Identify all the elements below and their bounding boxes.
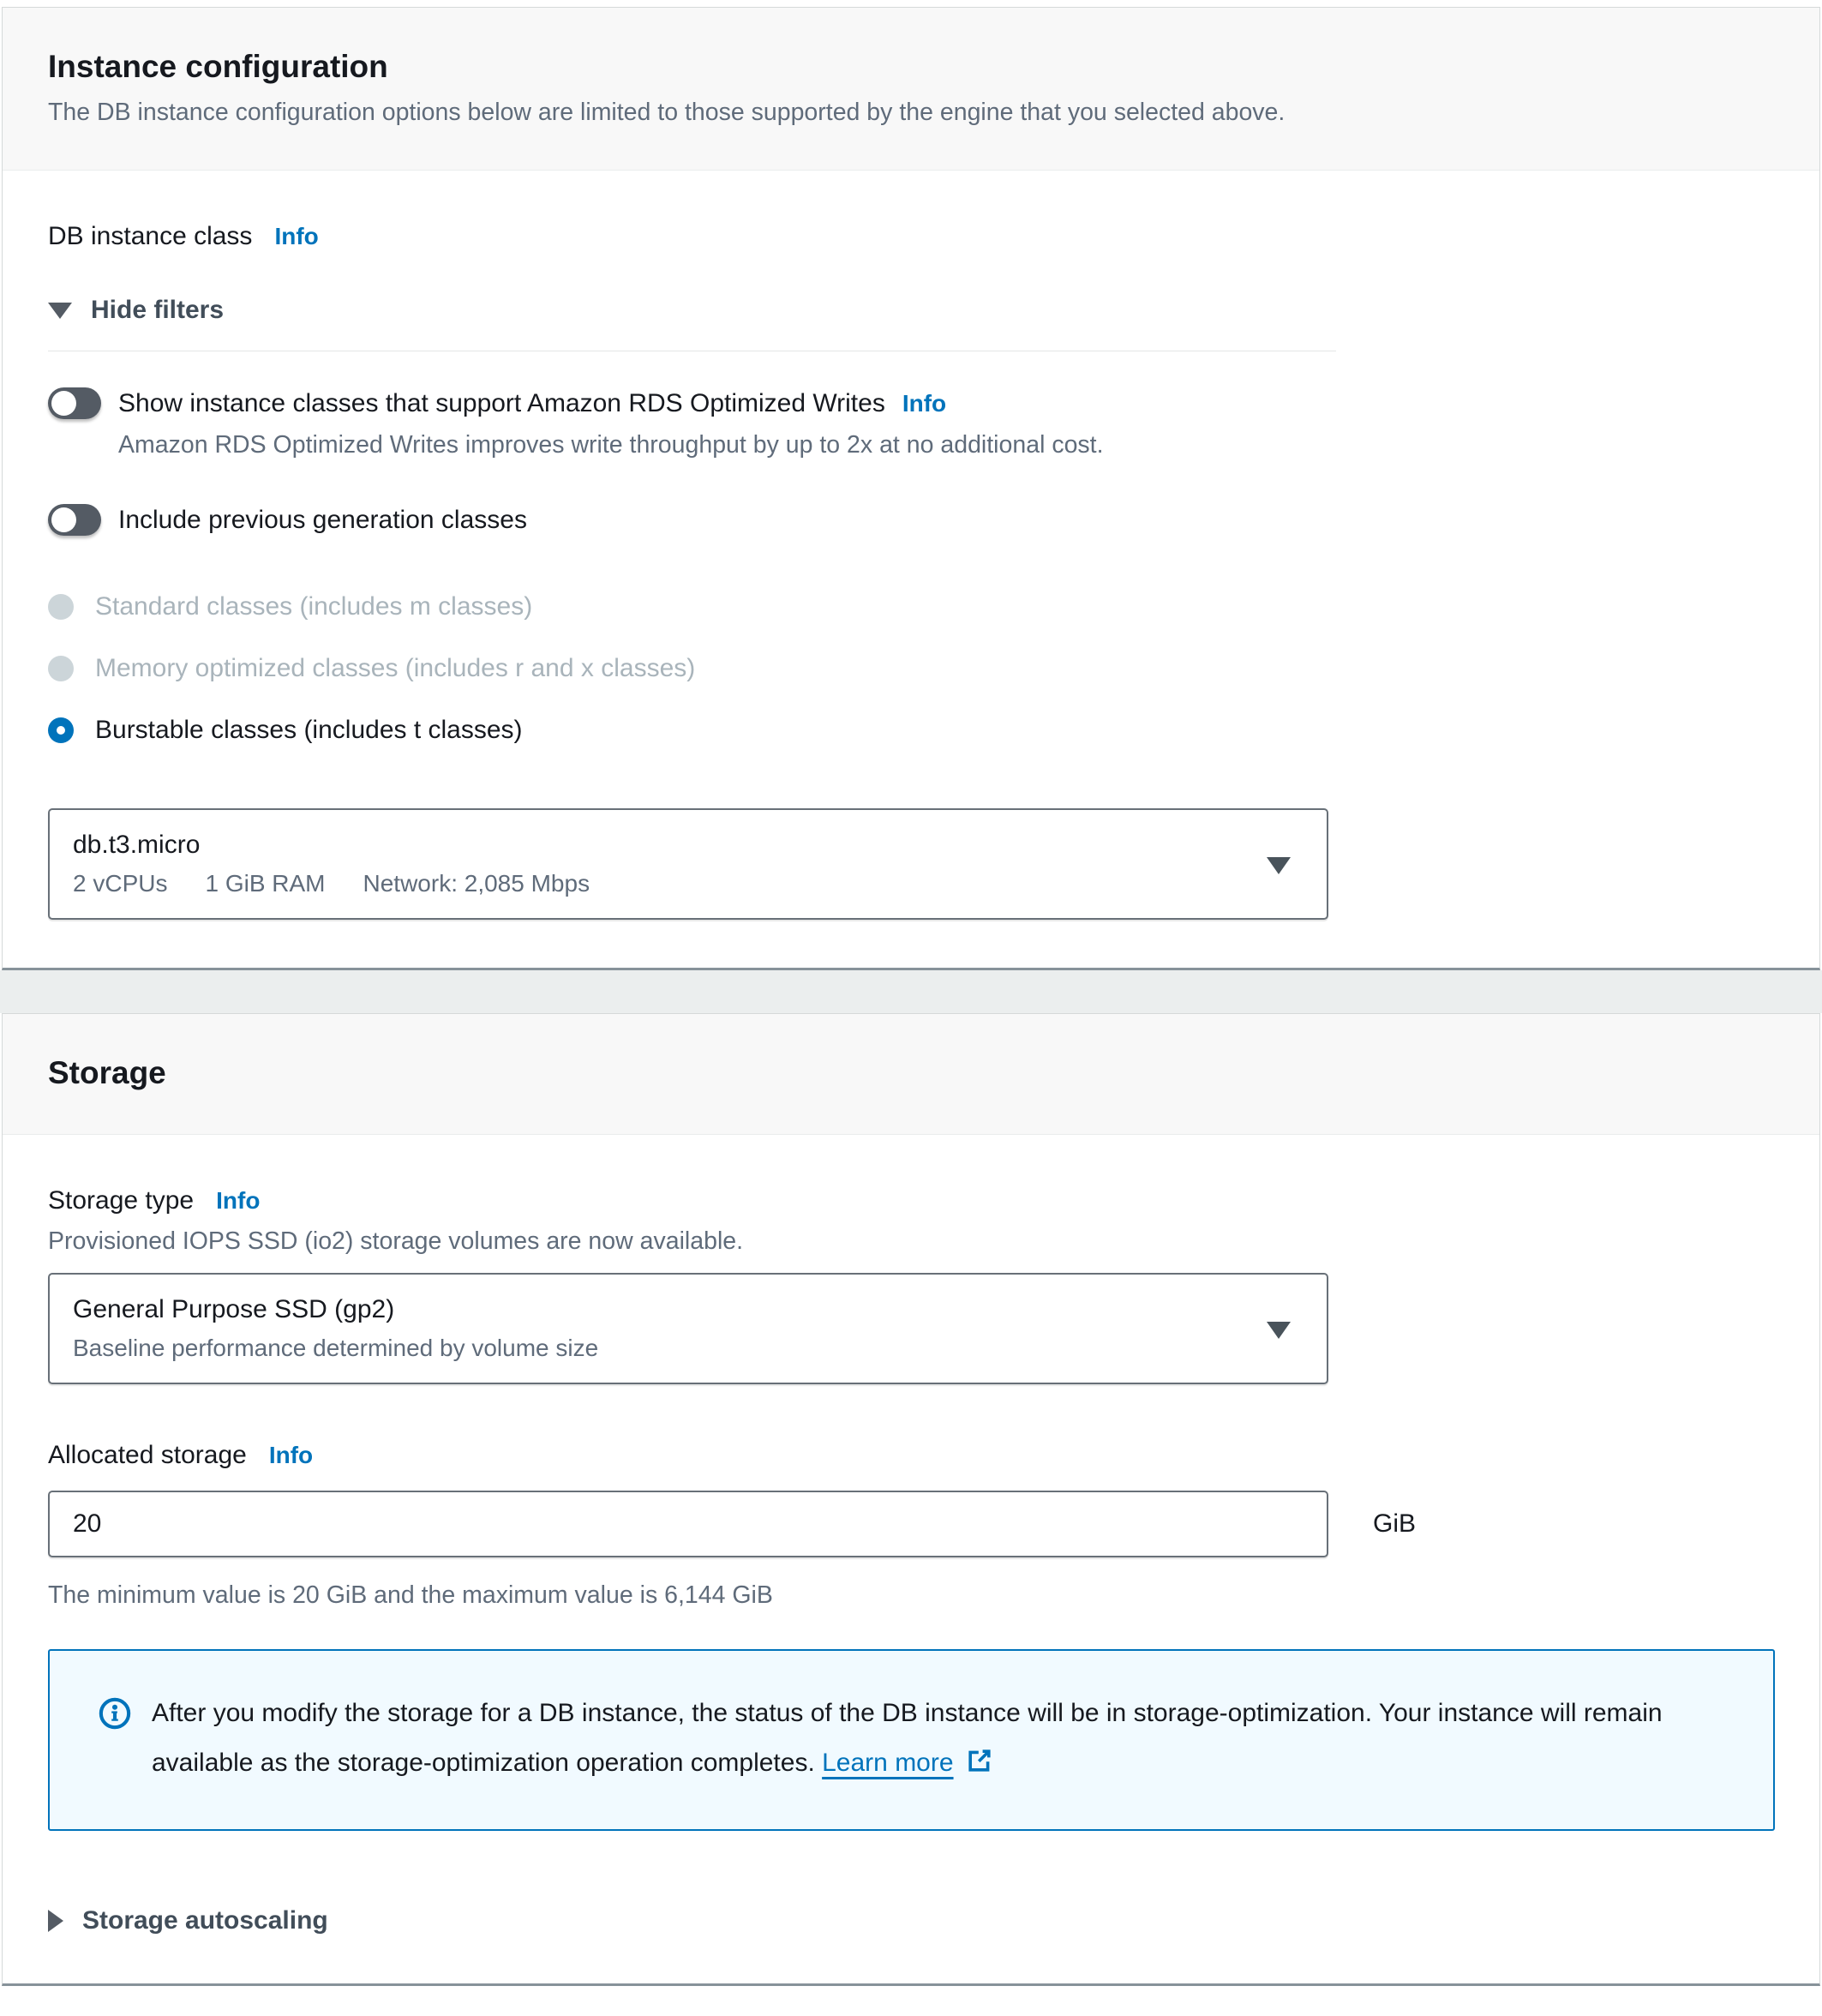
info-icon [99,1697,131,1734]
spec-network: Network: 2,085 Mbps [363,870,590,897]
db-instance-class-label: DB instance class [48,222,253,250]
storage-type-label: Storage type [48,1186,195,1215]
storage-title: Storage [48,1055,166,1090]
allocated-storage-label-row [48,1441,1774,1470]
storage-type-select-subtext: Baseline performance determined by volume size [73,1335,599,1361]
radio-memory-optimized-classes-label: Memory optimized classes (includes r and x classes) [95,654,696,682]
allocated-storage-info-link[interactable]: Info [268,1442,314,1468]
previous-generation-toggle-row [48,504,1774,536]
optimized-writes-info-link[interactable]: Info [902,389,947,417]
radio-burstable-classes-label: Burstable classes (includes t classes) [95,716,523,744]
db-instance-class-select[interactable] [48,808,1328,920]
storage-type-label-row [48,1186,1774,1215]
external-link-icon[interactable] [966,1742,993,1791]
storage-body [3,1135,1819,1983]
storage-optimization-alert [48,1649,1775,1831]
storage-type-select[interactable] [48,1273,1328,1384]
radio-burstable-classes[interactable] [48,717,74,743]
storage-autoscaling-label: Storage autoscaling [82,1906,328,1935]
optimized-writes-toggle-row [48,387,1774,419]
instance-class-radio-group [48,592,1774,745]
storage-type-info-link[interactable]: Info [216,1187,261,1214]
previous-generation-toggle-label: Include previous generation classes [118,505,527,534]
previous-generation-toggle[interactable] [48,504,101,536]
allocated-storage-input-row [48,1491,1774,1557]
optimized-writes-toggle-description: Amazon RDS Optimized Writes improves write throughput by up to 2x at no additional cost. [118,431,1104,459]
instance-configuration-header [3,8,1819,171]
allocated-storage-unit: GiB [1373,1509,1417,1538]
caret-down-icon [48,303,72,319]
instance-configuration-title: Instance configuration [48,49,388,84]
radio-memory-optimized-classes [48,656,74,681]
alert-message: After you modify the storage for a DB instance, the status of the DB instance will be in storage-optimization. Your instance will remain available as the storage-optimization operation completes. [152,1699,1663,1777]
section-gap [0,970,1822,1013]
radio-standard-classes [48,594,74,620]
hide-filters-expander[interactable] [48,296,1774,325]
storage-optimization-alert-text [152,1689,1725,1791]
caret-right-icon [48,1910,63,1932]
radio-row-burstable-classes [48,716,1774,745]
chevron-down-icon [1267,857,1291,874]
hide-filters-label: Hide filters [91,296,225,324]
storage-autoscaling-expander[interactable] [48,1906,1774,1935]
radio-row-standard-classes [48,592,1774,621]
instance-configuration-body [3,171,1819,968]
db-instance-class-info-link[interactable]: Info [274,223,319,249]
allocated-storage-input[interactable] [48,1491,1328,1557]
storage-type-select-value: General Purpose SSD (gp2) [73,1295,395,1323]
storage-header [3,1014,1819,1135]
allocated-storage-hint: The minimum value is 20 GiB and the maximum value is 6,144 GiB [48,1581,773,1609]
instance-configuration-description: The DB instance configuration options below are limited to those supported by the engine that you selected above. [48,99,1286,126]
learn-more-link[interactable]: Learn more [822,1749,954,1777]
instance-configuration-card [2,7,1820,970]
db-instance-class-select-value: db.t3.micro [73,831,201,859]
optimized-writes-toggle[interactable] [48,387,101,419]
db-instance-class-select-specs [73,870,1267,897]
db-instance-class-label-row [48,222,1774,251]
optimized-writes-toggle-label: Show instance classes that support Amazon RDS Optimized Writes [118,388,885,417]
spec-vcpus: 2 vCPUs [73,870,168,897]
allocated-storage-label: Allocated storage [48,1441,247,1469]
storage-type-description: Provisioned IOPS SSD (io2) storage volumes are now available. [48,1227,744,1255]
chevron-down-icon [1267,1322,1291,1339]
storage-card [2,1013,1820,1986]
radio-standard-classes-label: Standard classes (includes m classes) [95,592,533,621]
radio-row-memory-optimized-classes [48,654,1774,683]
spec-ram: 1 GiB RAM [205,870,326,897]
storage-type-select-sub [73,1335,1267,1362]
